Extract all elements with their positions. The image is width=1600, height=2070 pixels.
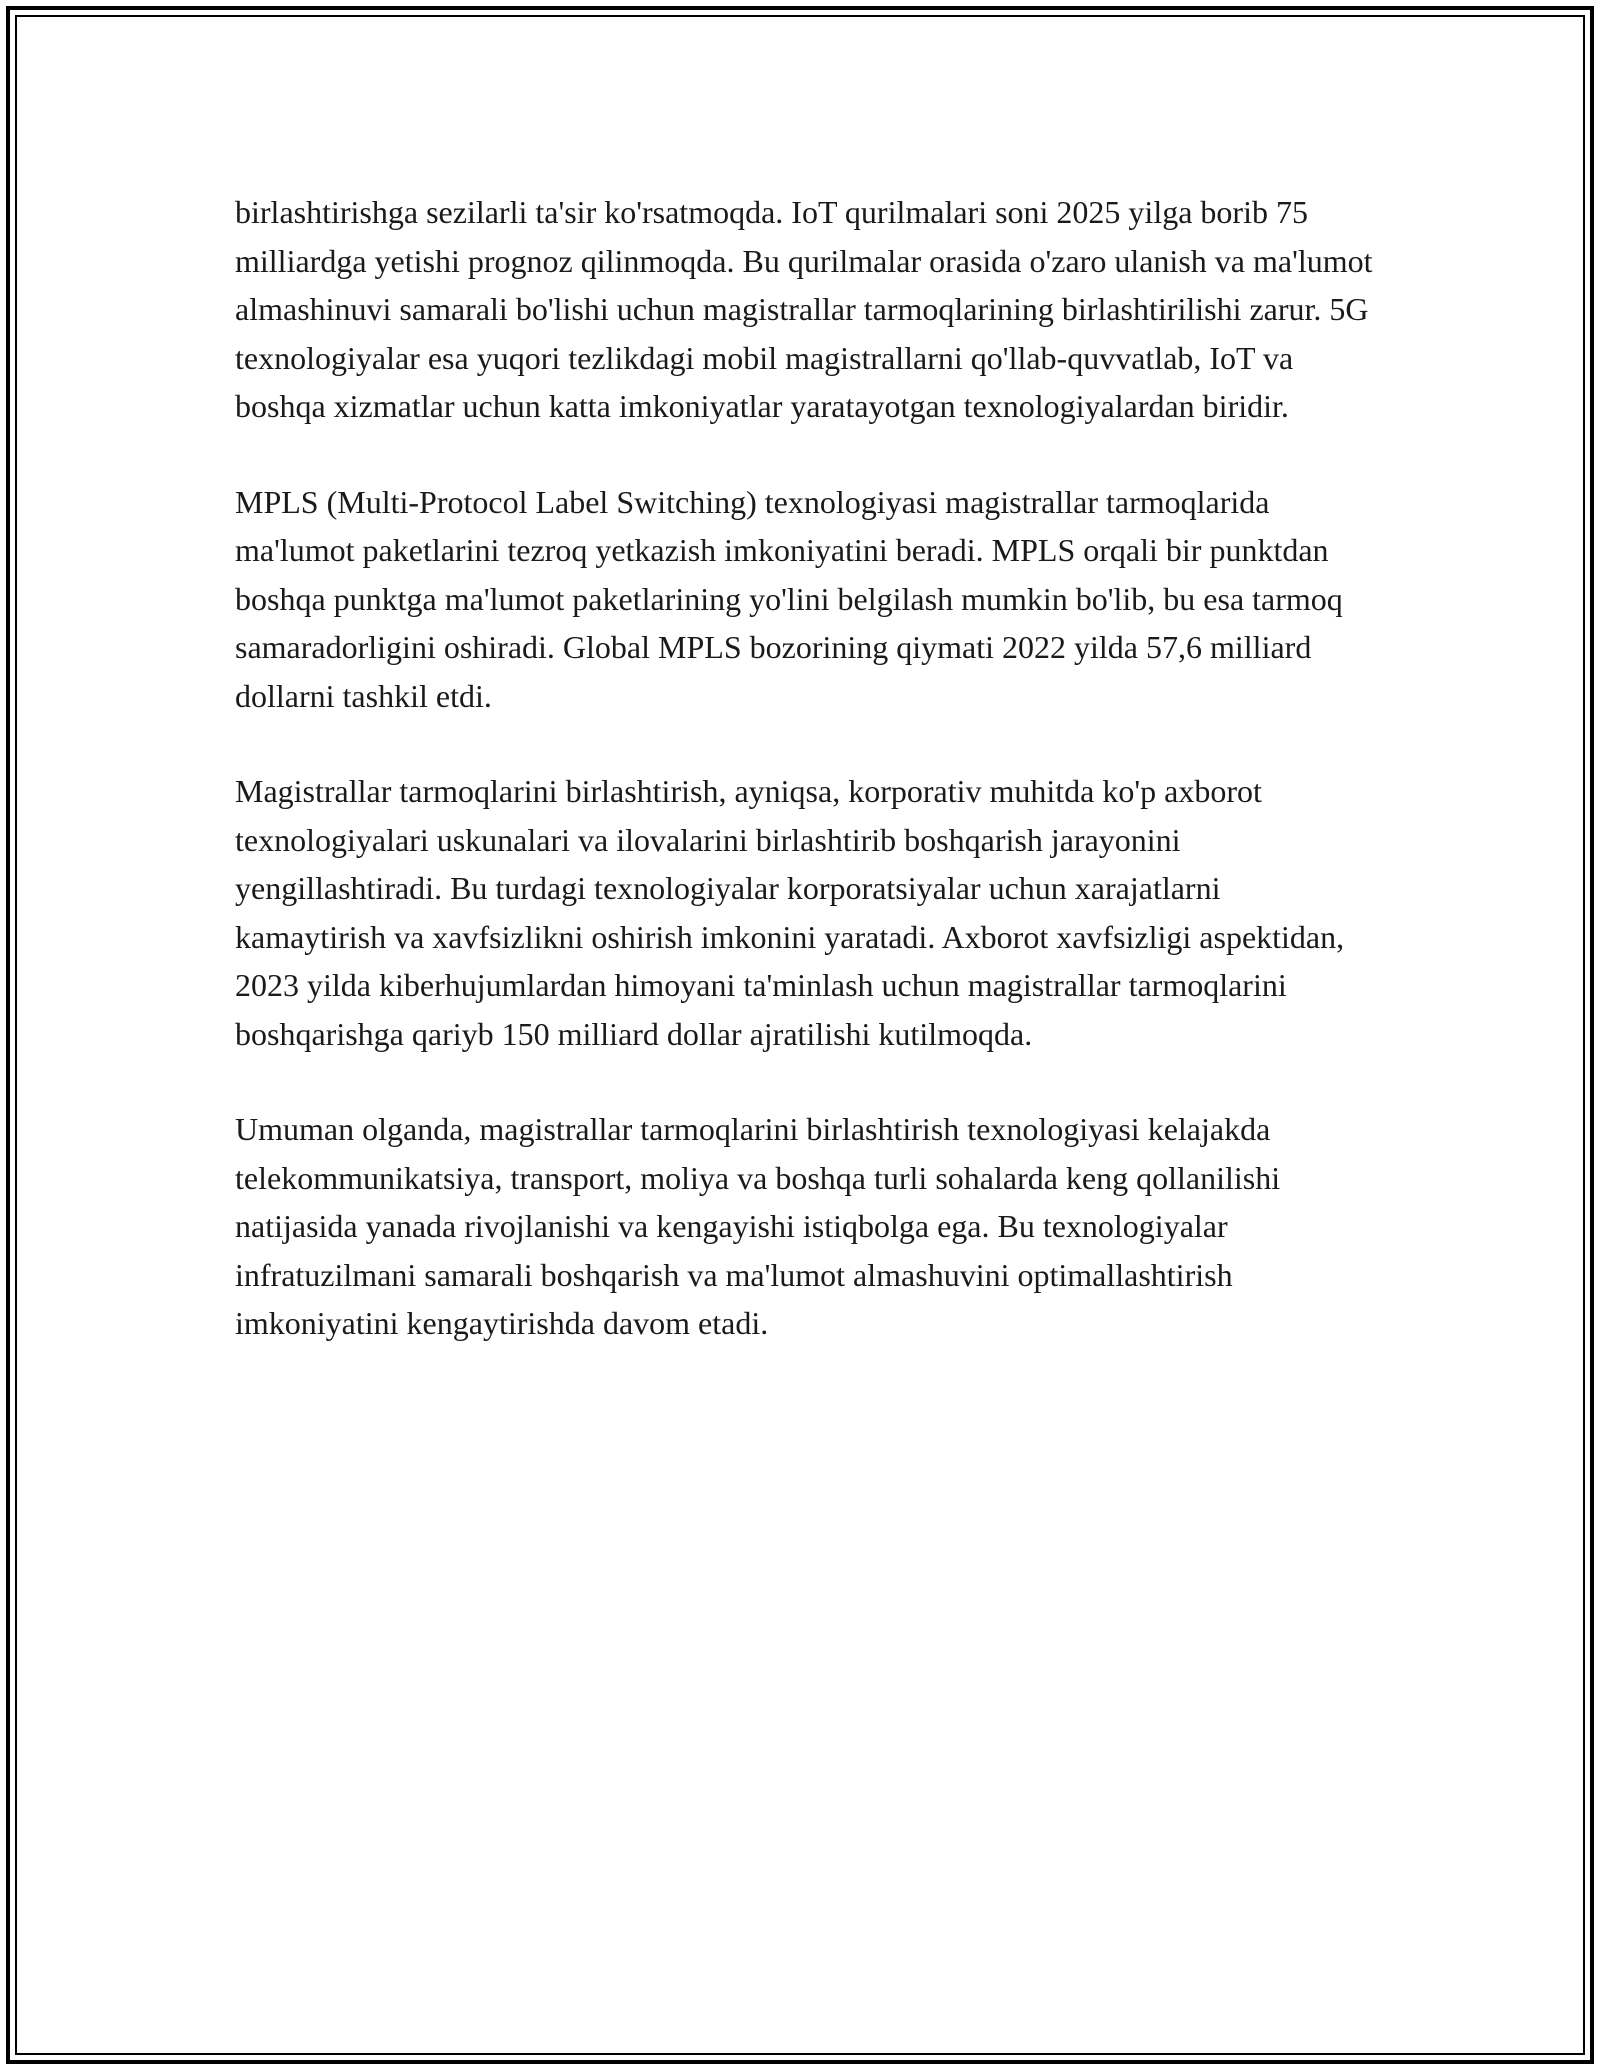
paragraph-corporate: Magistrallar tarmoqlarini birlashtirish, ayniqsa, korporativ muhitda ko'p axborot texnologiyalari uskunalari va ilovalarini birlashtirib boshqarish jarayonini yengillashtiradi. Bu turdagi texnologiyalar korporatsiyalar uchun xarajatlarni kamaytirish va xavfsizlikni oshirish imkonini yaratadi. Axborot xavfsizligi aspektidan, 2023 yilda kiberhujumlardan himoyani ta'minlash uchun magistrallar tarmoqlarini boshqarishga qariyb 150 milliard dollar ajratilishi kutilmoqda. — [235, 773, 1345, 1052]
document-body — [235, 188, 1375, 1395]
paragraph-mpls: MPLS (Multi-Protocol Label Switching) texnologiyasi magistrallar tarmoqlarida ma'lumot paketlarini tezroq yetkazish imkoniyatini beradi. MPLS orqali bir punktdan boshqa punktga ma'lumot paketlarining yo'lini belgilash mumkin bo'lib, bu esa tarmoq samaradorligini oshiradi. Global MPLS bozorining qiymati 2022 yilda 57,6 milliard dollarni tashkil etdi. — [235, 483, 1343, 714]
paragraph-iot-5g: birlashtirishga sezilarli ta'sir ko'rsatmoqda. IoT qurilmalari soni 2025 yilga borib 75 milliardga yetishi prognoz qilinmoqda. Bu qurilmalar orasida o'zaro ulanish va ma'lumot almashinuvi samarali bo'lishi uchun magistrallar tarmoqlarining birlashtirilishi zarur. 5G texnologiyalar esa yuqori tezlikdagi mobil magistrallarni qo'llab-quvvatlab, IoT va boshqa xizmatlar uchun katta imkoniyatlar yaratayotgan texnologiyalardan biridir. — [235, 194, 1373, 424]
paragraph-conclusion: Umuman olganda, magistrallar tarmoqlarini birlashtirish texnologiyasi kelajakda telekommunikatsiya, transport, moliya va boshqa turli sohalarda keng qollanilishi natijasida yanada rivojlanishi va kengayishi istiqbolga ega. Bu texnologiyalar infratuzilmani samarali boshqarish va ma'lumot almashuvini optimallashtirish imkoniyatini kengaytirishda davom etadi. — [235, 1111, 1281, 1341]
